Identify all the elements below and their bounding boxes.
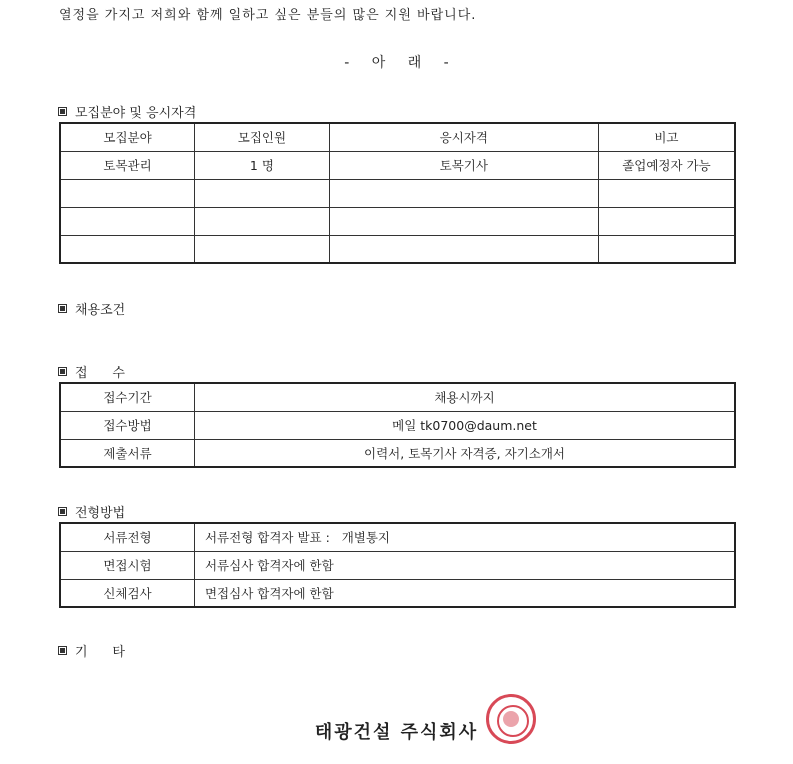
table-cell — [329, 235, 598, 263]
row-value: 메일 tk0700@daum.net — [195, 411, 735, 439]
square-bullet-icon — [58, 107, 67, 116]
row-label: 접수방법 — [60, 411, 195, 439]
table-row — [60, 179, 735, 207]
row-value: 면접심사 합격자에 한함 — [194, 579, 735, 607]
row-label: 접수기간 — [60, 383, 195, 411]
row-label: 면접시험 — [60, 551, 194, 579]
section-selection-title — [58, 502, 125, 521]
table-row — [60, 383, 735, 411]
table-cell: 토목기사 — [329, 151, 598, 179]
row-value: 이력서, 토목기사 자격증, 자기소개서 — [195, 439, 735, 467]
section-reception-label: 접 수 — [75, 366, 125, 381]
selection-table — [59, 522, 736, 608]
table-row — [60, 207, 735, 235]
section-recruit-title — [58, 102, 196, 121]
table-cell — [195, 235, 330, 263]
section-selection-label: 전형방법 — [75, 506, 126, 521]
table-row — [60, 439, 735, 467]
row-value: 서류심사 합격자에 한함 — [194, 551, 735, 579]
notice-heading: - 아 래 - — [344, 55, 449, 71]
square-bullet-icon — [58, 367, 67, 376]
section-conditions-title — [58, 299, 125, 318]
reception-table — [59, 382, 736, 468]
table-row — [60, 151, 735, 179]
header-cell: 모집인원 — [195, 123, 330, 151]
section-other-label: 기 타 — [75, 645, 125, 660]
section-recruit-label: 모집분야 및 응시자격 — [75, 106, 197, 121]
row-label: 서류전형 — [60, 523, 194, 551]
square-bullet-icon — [58, 304, 67, 313]
company-name: 태광건설 주식회사 — [314, 722, 479, 743]
recruit-table — [59, 122, 736, 264]
section-reception-title — [58, 362, 125, 381]
table-row — [60, 411, 735, 439]
table-header-row — [60, 123, 735, 151]
header-cell: 모집분야 — [60, 123, 195, 151]
table-row — [60, 235, 735, 263]
section-other-title — [58, 641, 125, 660]
table-cell — [329, 207, 598, 235]
row-value: 서류전형 합격자 발표 : 개별통지 — [194, 523, 735, 551]
square-bullet-icon — [58, 507, 67, 516]
table-cell — [60, 235, 195, 263]
table-cell: 토목관리 — [60, 151, 195, 179]
table-cell: 졸업예정자 가능 — [598, 151, 735, 179]
square-bullet-icon — [58, 646, 67, 655]
row-value: 채용시까지 — [195, 383, 735, 411]
table-cell — [60, 179, 195, 207]
company-seal-icon — [486, 694, 536, 744]
header-cell: 응시자격 — [329, 123, 598, 151]
table-cell — [195, 179, 330, 207]
intro-text: 열정을 가지고 저희와 함께 일하고 싶은 분들의 많은 지원 바랍니다. — [59, 8, 477, 23]
table-row — [60, 551, 735, 579]
table-row — [60, 579, 735, 607]
table-cell — [598, 179, 735, 207]
section-conditions-label: 채용조건 — [75, 303, 126, 318]
row-label: 신체검사 — [60, 579, 194, 607]
table-cell — [598, 235, 735, 263]
row-label: 제출서류 — [60, 439, 195, 467]
table-row — [60, 523, 735, 551]
table-cell: 1 명 — [195, 151, 330, 179]
table-cell — [329, 179, 598, 207]
header-cell: 비고 — [598, 123, 735, 151]
table-cell — [195, 207, 330, 235]
table-cell — [598, 207, 735, 235]
table-cell — [60, 207, 195, 235]
